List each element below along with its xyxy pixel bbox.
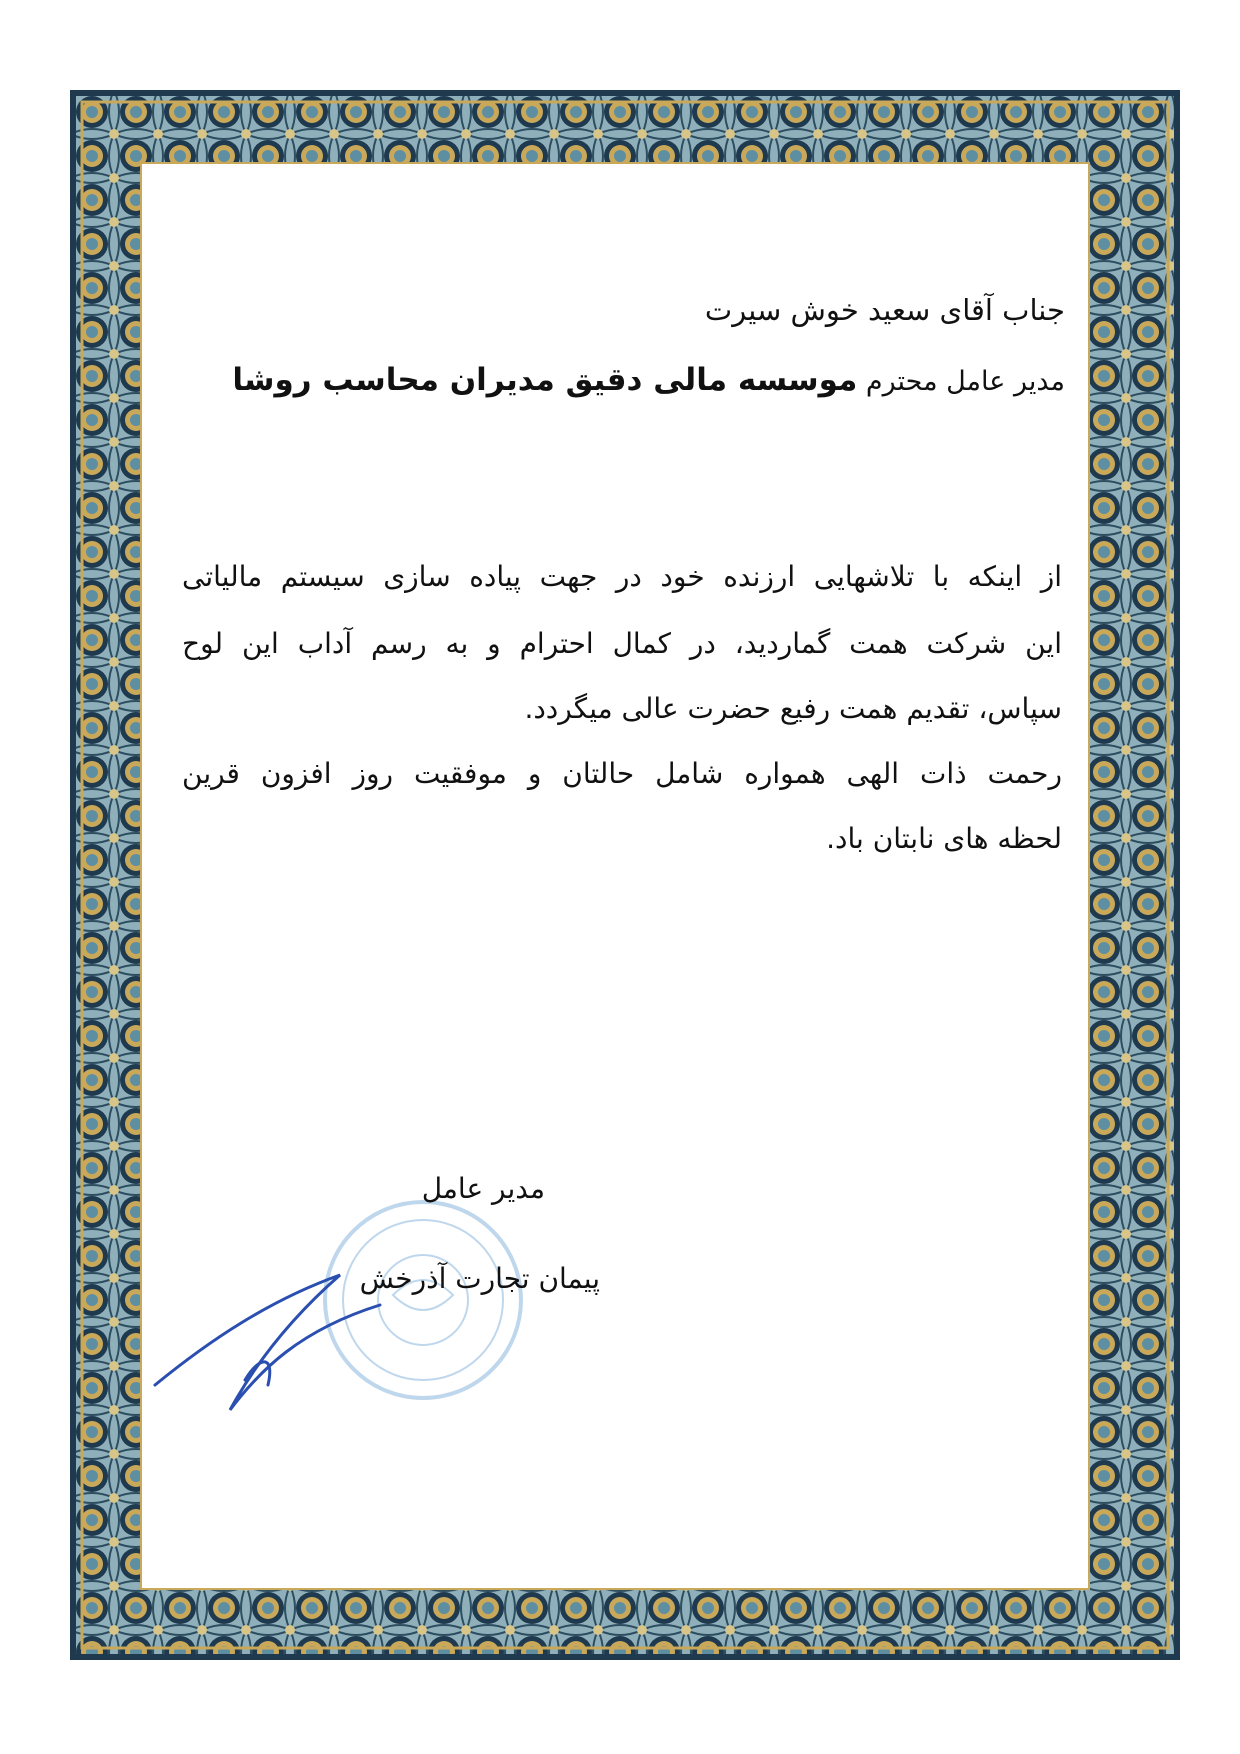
- body-line: لحظه های نابتان باد.: [826, 822, 1062, 855]
- handwritten-signature: [150, 1260, 450, 1420]
- recipient-prefix: مدیر عامل محترم: [865, 366, 1065, 397]
- signatory-name: پیمان تجارت آذرخش: [359, 1262, 600, 1295]
- recipient-line: [232, 362, 1065, 398]
- body-line: از اینکه با تلاشهایی ارزنده خود در جهت پیاده سازی سیستم مالیاتی: [182, 560, 1062, 593]
- salutation: جناب آقای سعید خوش سیرت: [704, 293, 1065, 327]
- body-line: سپاس، تقدیم همت رفیع حضرت عالی میگردد.: [524, 692, 1062, 725]
- body-line: رحمت ذات الهی همواره شامل حالتان و موفقیت روز افزون قرین: [182, 757, 1062, 790]
- signatory-title: مدیر عامل: [421, 1172, 545, 1205]
- recipient-company: موسسه مالی دقیق مدیران محاسب روشا: [232, 362, 858, 398]
- body-line: این شرکت همت گماردید، در کمال احترام و به رسم آداب این لوح: [182, 627, 1062, 660]
